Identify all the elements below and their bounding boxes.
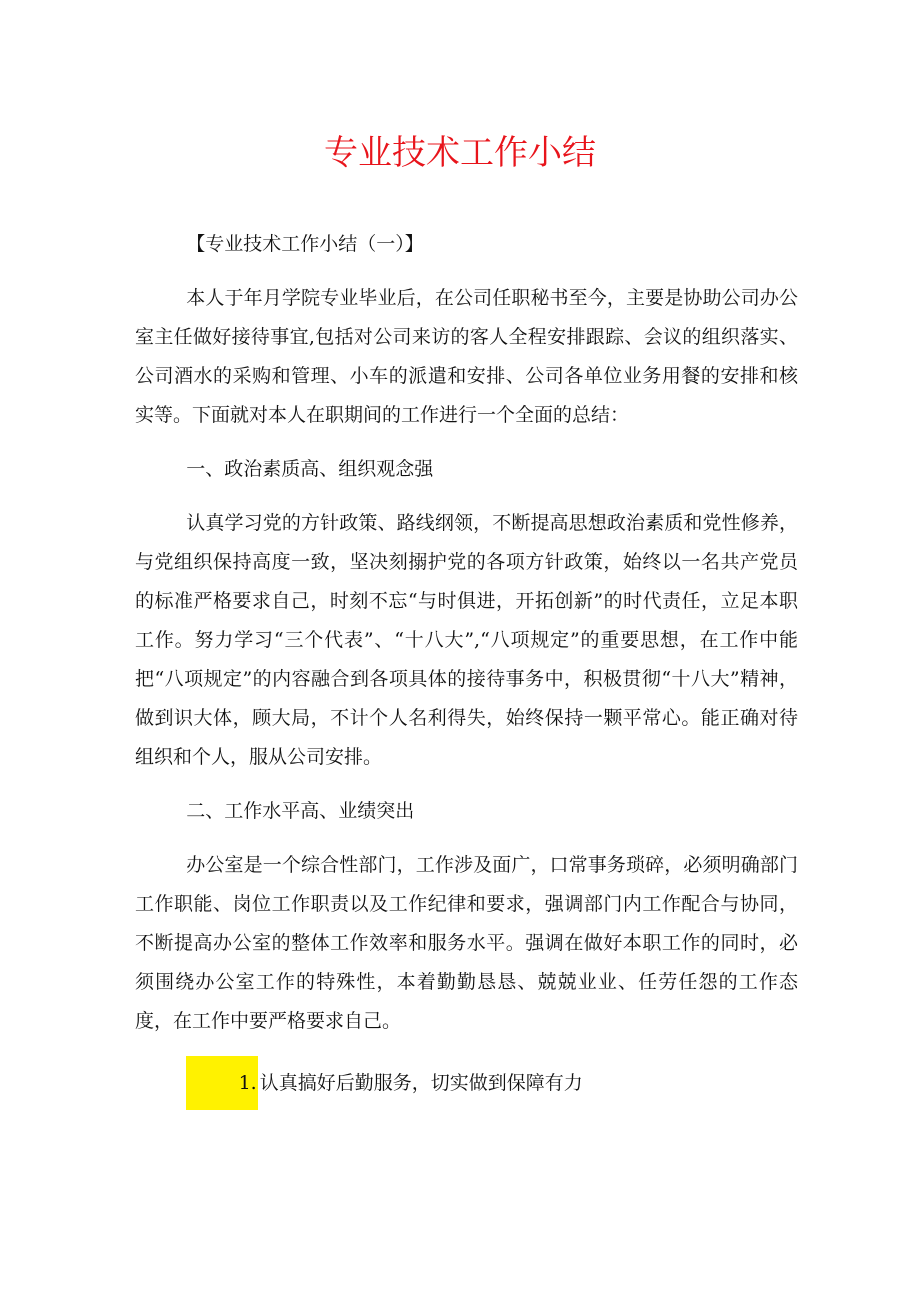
document-body [135,225,798,1110]
section-label: 【专业技术工作小结（一）】 [186,233,424,255]
section-heading-2: 二、工作水平高、业绩突出 [186,800,415,822]
paragraph-2: 办公室是一个综合性部门，工作涉及面广，口常事务琐碎，必须明确部门工作职能、岗位工作职责以及工作纪律和要求，强调部门内工作配合与协同，不断提高办公室的整体工作效率和服务水平。强调在做好本职工作的同时，必须围绕办公室工作的特殊性，本着勤勤恳恳、兢兢业业、任劳任怨的工作态度，在工作中要严格要求自己。 [135,854,798,1032]
paragraph-1: 认真学习党的方针政策、路线纲领，不断提高思想政治素质和党性修养，与党组织保持高度一致，坚决刻搦护党的各项方针政策，始终以一名共产党员的标准严格要求自己，时刻不忘“与时俱进，开拓创新”的时代责任，立足本职工作。努力学习“三个代表”、“十八大”,“八项规定”的重要思想，在工作中能把“八项规定”的内容融合到各项具体的接待事务中，积极贯彻“十八大”精神，做到识大体，顾大局，不计个人名利得失，始终保持一颗平常心。能正确对待组织和个人，服从公司安排。 [135,512,798,768]
document-title: 专业技术工作小结 [324,133,596,173]
list-item-1-text: 认真搞好后勤服务，切实做到保障有力 [259,1072,583,1094]
highlighted-item-number: 1. [186,1056,257,1110]
section-heading-1: 一、政治素质高、组织观念强 [186,458,434,480]
intro-paragraph: 本人于年月学院专业毕业后，在公司任职秘书至今，主要是协助公司办公室主任做好接待事宜,包括对公司来访的客人全程安排跟踪、会议的组织落实、公司酒水的采购和管理、小车的派遣和安排、公司各单位业务用餐的安排和核实等。下面就对本人在职期间的工作进行一个全面的总结： [135,287,798,426]
list-item-1 [135,1056,798,1110]
